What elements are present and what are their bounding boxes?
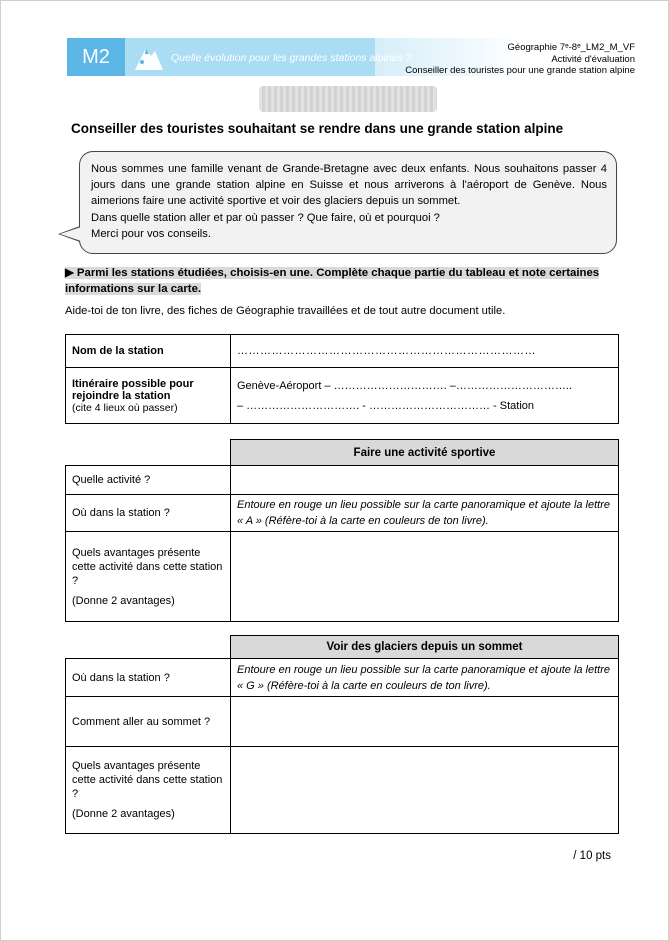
sport-advantages-text: Quels avantages présente cette activité dans cette station ? (72, 546, 223, 587)
glacier-advantages-note: (Donne 2 avantages) (72, 808, 175, 820)
station-name-dots: …………………………………………………………………… (237, 345, 536, 357)
glacier-table (65, 635, 619, 834)
document-meta (405, 42, 635, 77)
sport-location-question: Où dans la station ? (66, 495, 231, 532)
meta-activity: Activité d'évaluation (551, 53, 635, 65)
bubble-questions: Dans quelle station aller et par où passer ? Que faire, où et pourquoi ? (91, 211, 440, 224)
glacier-header: Voir des glaciers depuis un sommet (231, 636, 619, 659)
meta-subject: Conseiller des touristes pour une grande station alpine (405, 65, 635, 76)
sport-advantages-field[interactable] (231, 532, 619, 622)
activity-question: Quelle activité ? (66, 466, 231, 495)
score-total: / 10 pts (573, 850, 611, 862)
glacier-location-instruction: Entoure en rouge un lieu possible sur la carte panoramique et ajoute la lettre « G » (Réfère-toi à la carte en couleurs de ton livre). (231, 659, 619, 697)
itinerary-line-1: Genève-Aéroport – …………………………. –………………………….. (237, 379, 572, 392)
sport-advantages-note: (Donne 2 avantages) (72, 594, 175, 607)
glacier-advantages-field[interactable] (231, 747, 619, 834)
itinerary-label-text: Itinéraire possible pour rejoindre la station (72, 377, 194, 402)
sport-activity-table (65, 439, 619, 622)
module-title: Quelle évolution pour les grandes stations alpines ? (171, 52, 412, 64)
bubble-request: Nous sommes une famille venant de Grande-Bretagne avec deux enfants. Nous souhaitons passer 4 jours dans une grande station alpine en Suisse et nous arriverons à l'aéroport de Genève. Nous aimerions faire une activité sportive et voir des glaciers depuis un sommet. (91, 163, 607, 208)
meta-course: Géographie 7ᵉ-8ᵉ_LM2_M_VF (507, 42, 635, 53)
glacier-advantages-question (66, 747, 231, 834)
station-name-label: Nom de la station (66, 335, 231, 368)
page-title: Conseiller des touristes souhaitant se rendre dans une grande station alpine (71, 121, 564, 136)
station-name-field[interactable] (231, 335, 619, 368)
itinerary-label (66, 368, 231, 424)
glacier-advantages-text: Quels avantages présente cette activité dans cette station ? (72, 760, 223, 800)
sport-activity-header: Faire une activité sportive (231, 440, 619, 466)
itinerary-line-2: – …………………………. - …………………………… - Station (237, 399, 535, 412)
instruction (65, 265, 617, 297)
summit-access-field[interactable] (231, 697, 619, 747)
station-table (65, 334, 619, 424)
instruction-text: ▶ Parmi les stations étudiées, choisis-en une. Complète chaque partie du tableau et note certaines informations sur la carte. (65, 267, 600, 295)
module-badge: M2 (67, 38, 125, 76)
itinerary-note: (cite 4 lieux où passer) (72, 401, 178, 414)
mountain-icon (133, 42, 165, 72)
bubble-thanks: Merci pour vos conseils. (91, 227, 211, 240)
glacier-location-question: Où dans la station ? (66, 659, 231, 697)
redacted-stamp (259, 86, 437, 112)
summit-access-question: Comment aller au sommet ? (66, 697, 231, 747)
sport-advantages-question (66, 532, 231, 622)
help-note: Aide-toi de ton livre, des fiches de Géographie travaillées et de tout autre document utile. (65, 305, 506, 317)
sport-location-instruction: Entoure en rouge un lieu possible sur la carte panoramique et ajoute la lettre « A » (Réfère-toi à la carte en couleurs de ton livre). (231, 495, 619, 532)
speech-bubble (79, 151, 617, 254)
itinerary-field[interactable] (231, 368, 619, 424)
activity-answer-field[interactable] (231, 466, 619, 495)
